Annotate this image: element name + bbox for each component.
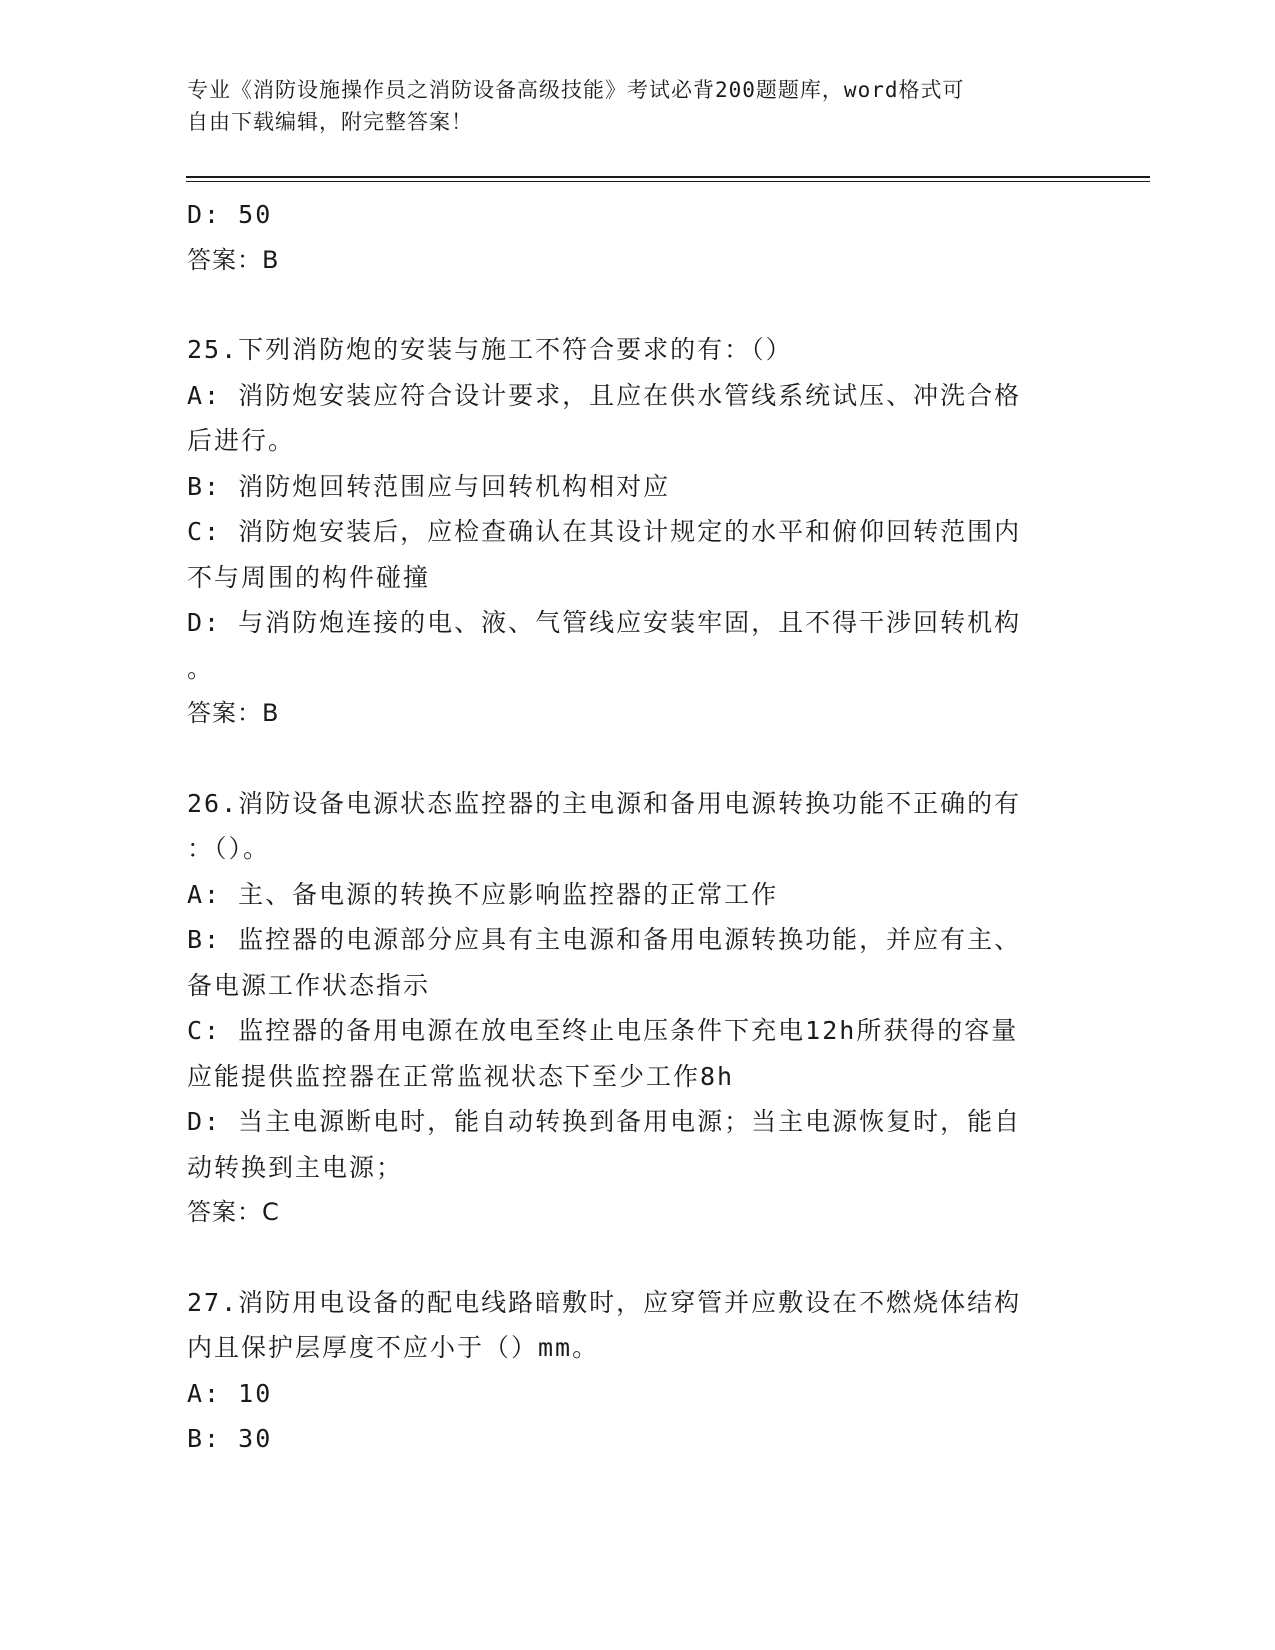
question-25 (187, 327, 1087, 737)
option-b: B: 30 (187, 1424, 273, 1453)
question-stem-continued: ：（）。 (187, 834, 271, 863)
question-24-tail (187, 192, 1087, 283)
option-b: B: 监控器的电源部分应具有主电源和备用电源转换功能，并应有主、 (187, 925, 1022, 954)
option-c: C: 监控器的备用电源在放电至终止电压条件下充电12h所获得的容量 (187, 1016, 1019, 1045)
spacer (187, 283, 1087, 327)
option-c-continued: 不与周围的构件碰撞 (187, 562, 431, 592)
answer: 答案：C (187, 1198, 280, 1226)
header-line-2: 自由下载编辑，附完整答案！ (187, 110, 473, 134)
question-stem: 27.消防用电设备的配电线路暗敷时，应穿管并应敷设在不燃烧体结构 (187, 1287, 1022, 1317)
option-b: B: 消防炮回转范围应与回转机构相对应 (187, 471, 671, 501)
option-d: D: 与消防炮连接的电、液、气管线应安装牢固，且不得干涉回转机构 (187, 608, 1022, 637)
answer: 答案：B (187, 245, 280, 274)
question-content (187, 192, 1087, 1462)
option-a-continued: 后进行。 (187, 426, 296, 455)
option-d-continued: 。 (187, 653, 215, 683)
question-stem: 26.消防设备电源状态监控器的主电源和备用电源转换功能不正确的有 (187, 788, 1022, 818)
header-line-1: 专业《消防设施操作员之消防设备高级技能》考试必背200题题库，word格式可 (187, 78, 965, 102)
question-stem-continued: 内且保护层厚度不应小于（）mm。 (187, 1333, 600, 1362)
header-divider-thick (186, 176, 1150, 178)
spacer (187, 737, 1087, 781)
option-d-continued: 动转换到主电源； (187, 1152, 404, 1182)
option-a: A: 消防炮安装应符合设计要求，且应在供水管线系统试压、冲洗合格 (187, 380, 1022, 410)
answer: 答案：B (187, 699, 280, 727)
question-26 (187, 781, 1087, 1236)
option-c-continued: 应能提供监控器在正常监视状态下至少工作8h (187, 1061, 735, 1091)
option-b-continued: 备电源工作状态指示 (187, 970, 431, 1000)
option-a: A: 10 (187, 1378, 273, 1408)
option-d: D: 50 (187, 200, 273, 229)
header-divider-thin (186, 181, 1150, 182)
question-27 (187, 1280, 1087, 1462)
option-c: C: 消防炮安装后，应检查确认在其设计规定的水平和俯仰回转范围内 (187, 517, 1022, 546)
question-stem: 25.下列消防炮的安装与施工不符合要求的有：（） (187, 335, 793, 364)
option-d: D: 当主电源断电时，能自动转换到备用电源；当主电源恢复时，能自 (187, 1107, 1022, 1136)
spacer (187, 1236, 1087, 1280)
option-a: A: 主、备电源的转换不应影响监控器的正常工作 (187, 879, 779, 909)
document-header (187, 74, 1067, 138)
